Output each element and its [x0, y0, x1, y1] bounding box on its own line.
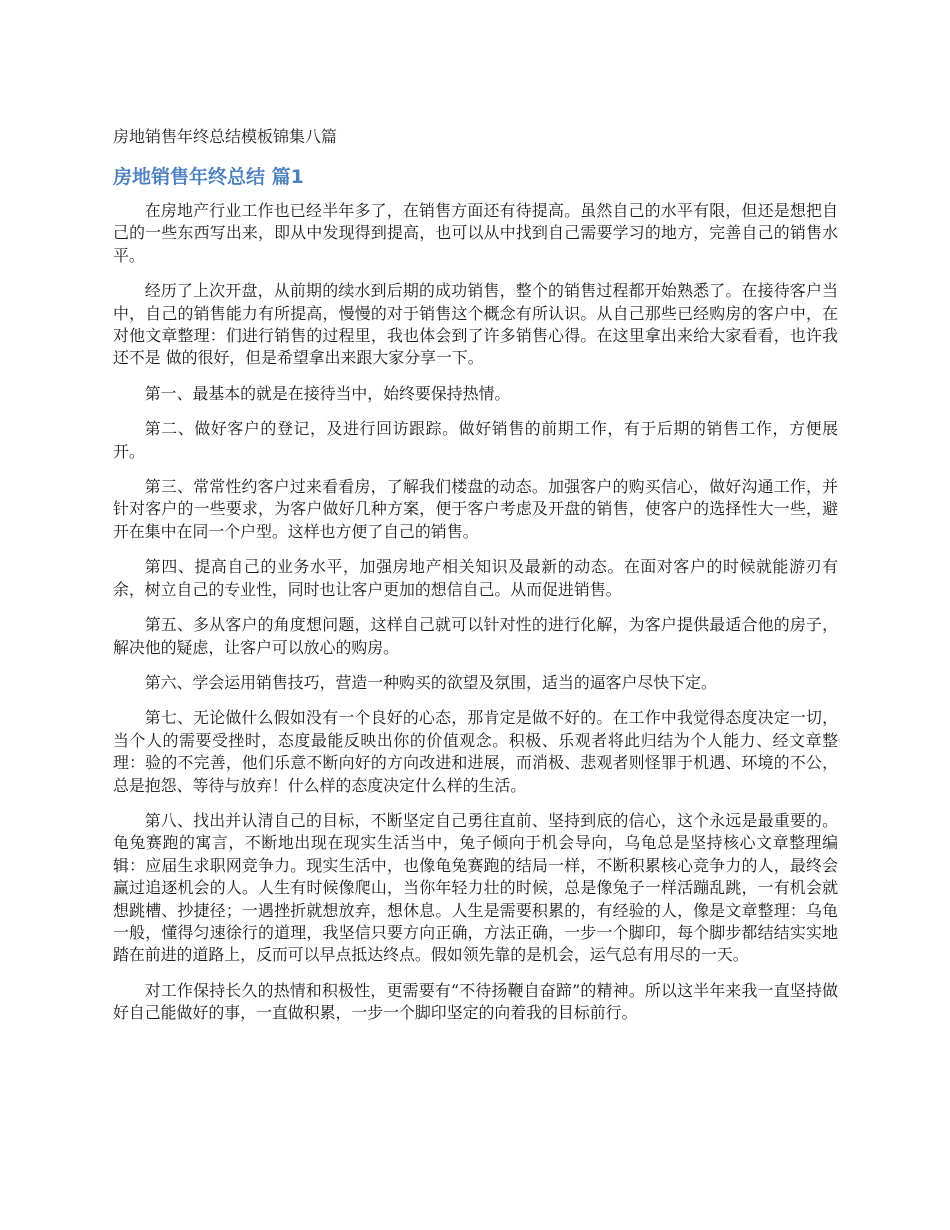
document-title: 房地销售年终总结模板锦集八篇 [113, 127, 338, 146]
paragraph: 在房地产行业工作也已经半年多了，在销售方面还有待提高。虽然自己的水平有限，但还是想把自己的一些东西写出来，即从中发现得到提高，也可以从中找到自己需要学习的地方，完善自己的销售水平。 [113, 201, 838, 265]
paragraph: 第七、无论做什么假如没有一个良好的心态，那肯定是做不好的。在工作中我觉得态度决定一切，当个人的需要受挫时，态度最能反映出你的价值观念。积极、乐观者将此归结为个人能力、经文章整理：验的不完善，他们乐意不断向好的方向改进和进展，而消极、悲观者则怪罪于机遇、环境的不公，总是抱怨、等待与放弃！什么样的态度决定什么样的生活。 [113, 708, 838, 795]
paragraph: 对工作保持长久的热情和积极性，更需要有“不待扬鞭自奋蹄”的精神。所以这半年来我一直坚持做好自己能做好的事，一直做积累，一步一个脚印坚定的向着我的目标前行。 [113, 980, 838, 1023]
paragraph: 第五、多从客户的角度想问题，这样自己就可以针对性的进行化解，为客户提供最适合他的房子，解决他的疑虑，让客户可以放心的购房。 [113, 615, 838, 657]
paragraph: 第三、常常性约客户过来看看房，了解我们楼盘的动态。加强客户的购买信心，做好沟通工作，并针对客户的一些要求，为客户做好几种方案，便于客户考虑及开盘的销售，使客户的选择性大一些，避开在集中在同一个户型。这样也方便了自己的销售。 [113, 477, 838, 541]
document-body [113, 200, 838, 1038]
paragraph: 第四、提高自己的业务水平，加强房地产相关知识及最新的动态。在面对客户的时候就能游刃有余，树立自己的专业性，同时也让客户更加的想信自己。从而促进销售。 [113, 557, 838, 599]
section-heading: 房地销售年终总结 篇1 [113, 166, 304, 188]
paragraph: 第六、学会运用销售技巧，营造一种购买的欲望及氛围，适当的逼客户尽快下定。 [144, 672, 717, 692]
paragraph: 第二、做好客户的登记，及进行回访跟踪。做好销售的前期工作，有于后期的销售工作，方便展开。 [113, 419, 838, 461]
paragraph: 第一、最基本的就是在接待当中，始终要保持热情。 [144, 383, 511, 403]
paragraph: 第八、找出并认清自己的目标，不断坚定自己勇往直前、坚持到底的信心，这个永远是最重要的。龟兔赛跑的寓言，不断地出现在现实生活当中，兔子倾向于机会导向，乌龟总是坚持核心文章整理编辑：应届生求职网竞争力。现实生活中，也像龟兔赛跑的结局一样，不断积累核心竞争力的人，最终会赢过追逐机会的人。人生有时候像爬山，当你年轻力壮的时候，总是像兔子一样活蹦乱跳，一有机会就想跳槽、抄捷径；一遇挫折就想放弃，想休息。人生是需要积累的，有经验的人，像是文章整理：乌龟一般，懂得匀速徐行的道理，我坚信只要方向正确，方法正确，一步一个脚印，每个脚步都结结实实地踏在前进的道路上，反而可以早点抵达终点。假如领先靠的是机会，运气总有用尽的一天。 [113, 810, 838, 965]
paragraph: 经历了上次开盘，从前期的续水到后期的成功销售，整个的销售过程都开始熟悉了。在接待客户当中，自己的销售能力有所提高，慢慢的对于销售这个概念有所认识。从自己那些已经购房的客户中，在对他文章整理：们进行销售的过程里，我也体会到了许多销售心得。在这里拿出来给大家看看，也许我还不是 做的很好，但是希望拿出来跟大家分享一下。 [113, 281, 838, 368]
